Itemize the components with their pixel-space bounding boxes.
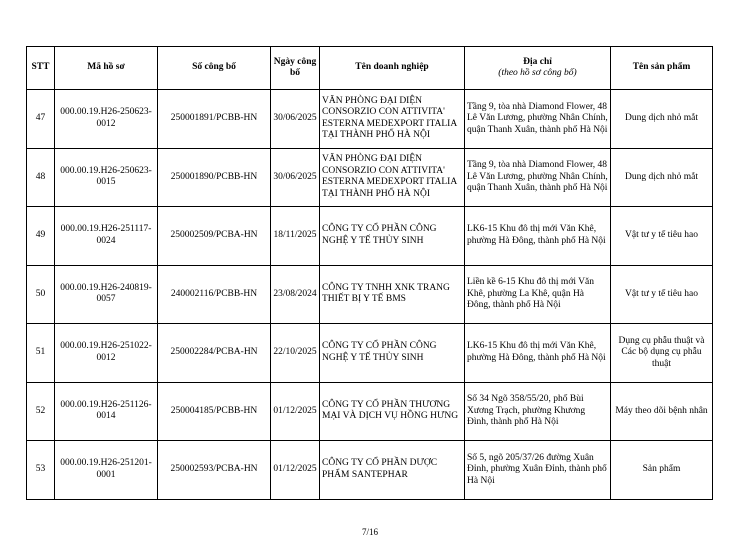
table-row <box>27 207 713 266</box>
table-row <box>27 90 713 149</box>
header-ten-san-pham: Tên sản phẩm <box>611 47 713 90</box>
row-ngay-cong-bo: 01/12/2025 <box>271 441 320 500</box>
row-stt: 49 <box>27 207 55 266</box>
table-row <box>27 324 713 383</box>
row-stt: 51 <box>27 324 55 383</box>
header-so-cong-bo: Số công bố <box>158 47 271 90</box>
row-ten-san-pham: Vật tư y tế tiêu hao <box>611 265 713 324</box>
header-dia-chi-label: Địa chỉ <box>523 56 552 67</box>
row-ngay-cong-bo: 23/08/2024 <box>271 265 320 324</box>
page-number: 7/16 <box>361 527 378 537</box>
row-ngay-cong-bo: 18/11/2025 <box>271 207 320 266</box>
row-ten-san-pham: Dụng cụ phẫu thuật và Các bộ dụng cụ phẫu thuật <box>611 324 713 383</box>
row-ma-ho-so: 000.00.19.H26-250623-0015 <box>55 148 158 207</box>
row-ten-san-pham: Vật tư y tế tiêu hao <box>611 207 713 266</box>
header-ma-ho-so: Mã hồ sơ <box>55 47 158 90</box>
table-row <box>27 148 713 207</box>
row-dia-chi: Số 5, ngõ 205/37/26 đường Xuân Đỉnh, phường Xuân Đỉnh, thành phố Hà Nội <box>465 441 611 500</box>
row-ten-san-pham: Sản phẩm <box>611 441 713 500</box>
row-stt: 50 <box>27 265 55 324</box>
row-ten-doanh-nghiep: CÔNG TY CỔ PHẦN CÔNG NGHỆ Y TẾ THỦY SINH <box>320 324 465 383</box>
row-so-cong-bo: 250001890/PCBB-HN <box>158 148 271 207</box>
row-ten-san-pham: Máy theo dõi bệnh nhân <box>611 382 713 441</box>
row-so-cong-bo: 250002284/PCBA-HN <box>158 324 271 383</box>
row-ngay-cong-bo: 30/06/2025 <box>271 90 320 149</box>
table-row <box>27 382 713 441</box>
row-ma-ho-so: 000.00.19.H26-250623-0012 <box>55 90 158 149</box>
row-ten-san-pham: Dung dịch nhỏ mắt <box>611 148 713 207</box>
header-ngay-cong-bo: Ngày công bố <box>271 47 320 90</box>
row-stt: 47 <box>27 90 55 149</box>
row-ngay-cong-bo: 30/06/2025 <box>271 148 320 207</box>
table-row <box>27 265 713 324</box>
row-so-cong-bo: 250001891/PCBB-HN <box>158 90 271 149</box>
header-ten-doanh-nghiep: Tên doanh nghiệp <box>320 47 465 90</box>
table-header-row <box>27 47 713 90</box>
row-so-cong-bo: 250004185/PCBB-HN <box>158 382 271 441</box>
row-ten-doanh-nghiep: VĂN PHÒNG ĐẠI DIỆN CONSORZIO CON ATTIVITA' ESTERNA MEDEXPORT ITALIA TẠI THÀNH PHỐ HÀ NỘI <box>320 90 465 149</box>
row-ten-doanh-nghiep: VĂN PHÒNG ĐẠI DIỆN CONSORZIO CON ATTIVITA' ESTERNA MEDEXPORT ITALIA TẠI THÀNH PHỐ HÀ NỘI <box>320 148 465 207</box>
row-ten-doanh-nghiep: CÔNG TY CỔ PHẦN THƯƠNG MẠI VÀ DỊCH VỤ HỒNG HƯNG <box>320 382 465 441</box>
row-ten-san-pham: Dung dịch nhỏ mắt <box>611 90 713 149</box>
row-stt: 48 <box>27 148 55 207</box>
row-dia-chi: Tầng 9, tòa nhà Diamond Flower, 48 Lê Văn Lương, phường Nhân Chính, quận Thanh Xuân, thành phố Hà Nội <box>465 90 611 149</box>
row-dia-chi: LK6-15 Khu đô thị mới Văn Khê, phường Hà Đông, thành phố Hà Nội <box>465 207 611 266</box>
product-declaration-table <box>26 46 713 500</box>
row-stt: 52 <box>27 382 55 441</box>
header-dia-chi-sub: (theo hồ sơ công bố) <box>498 68 577 78</box>
header-dia-chi <box>465 47 611 90</box>
row-ma-ho-so: 000.00.19.H26-251126-0014 <box>55 382 158 441</box>
header-stt: STT <box>27 47 55 90</box>
row-ngay-cong-bo: 22/10/2025 <box>271 324 320 383</box>
row-so-cong-bo: 250002593/PCBA-HN <box>158 441 271 500</box>
row-ngay-cong-bo: 01/12/2025 <box>271 382 320 441</box>
row-dia-chi: Liền kề 6-15 Khu đô thị mới Văn Khê, phường La Khê, quận Hà Đông, thành phố Hà Nội <box>465 265 611 324</box>
row-so-cong-bo: 240002116/PCBB-HN <box>158 265 271 324</box>
table-row <box>27 441 713 500</box>
row-dia-chi: Số 34 Ngõ 358/55/20, phố Bùi Xương Trạch, phường Khương Đình, thành phố Hà Nội <box>465 382 611 441</box>
row-ten-doanh-nghiep: CÔNG TY TNHH XNK TRANG THIẾT BỊ Y TẾ BMS <box>320 265 465 324</box>
row-ma-ho-so: 000.00.19.H26-251201-0001 <box>55 441 158 500</box>
row-dia-chi: LK6-15 Khu đô thị mới Văn Khê, phường Hà Đông, thành phố Hà Nội <box>465 324 611 383</box>
row-ma-ho-so: 000.00.19.H26-251117-0024 <box>55 207 158 266</box>
row-ma-ho-so: 000.00.19.H26-251022-0012 <box>55 324 158 383</box>
row-so-cong-bo: 250002509/PCBA-HN <box>158 207 271 266</box>
row-ten-doanh-nghiep: CÔNG TY CỔ PHẦN CÔNG NGHỆ Y TẾ THỦY SINH <box>320 207 465 266</box>
row-ten-doanh-nghiep: CÔNG TY CỔ PHẦN DƯỢC PHẨM SANTEPHAR <box>320 441 465 500</box>
row-ma-ho-so: 000.00.19.H26-240819-0057 <box>55 265 158 324</box>
row-stt: 53 <box>27 441 55 500</box>
row-dia-chi: Tầng 9, tòa nhà Diamond Flower, 48 Lê Văn Lương, phường Nhân Chính, quận Thanh Xuân, thành phố Hà Nội <box>465 148 611 207</box>
